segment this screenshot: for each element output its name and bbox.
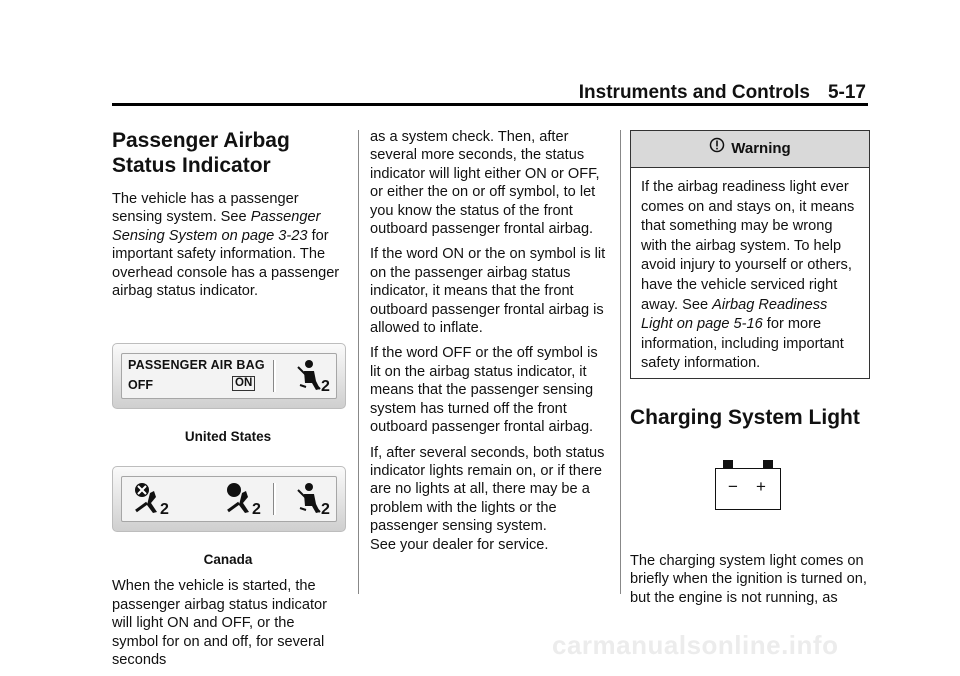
warning-header — [631, 131, 869, 168]
paragraph: as a system check. Then, after several more seconds, the status indicator will light either ON or OFF, or either the on or off symbol, to let you know the status of the front outboard passenger frontal airbag. — [370, 129, 600, 238]
page-number: 5-17 — [827, 82, 866, 103]
cross-reference-link[interactable]: Airbag Readiness Light on page 5-16 — [641, 296, 828, 333]
airbag-on-icon — [222, 481, 256, 515]
text: The vehicle has a passenger sensing system. See — [112, 191, 299, 226]
page-header — [566, 82, 866, 104]
column-1 — [112, 128, 344, 676]
seat-number: 2 — [321, 501, 330, 519]
warning-body — [631, 168, 869, 378]
battery-body — [715, 468, 781, 510]
seat-number: 2 — [160, 501, 169, 519]
paragraph — [641, 178, 859, 374]
seat-number: 2 — [321, 378, 330, 396]
cross-reference-link[interactable]: Passenger Sensing System on page 3-23 — [112, 209, 321, 244]
paragraph: If, after several seconds, both status indicator lights remain on, or if there are no lights at all, there may be a problem with the lights or the passenger sensing system. — [370, 444, 605, 535]
charging-system-figure — [630, 460, 870, 552]
warning-title: Warning — [731, 140, 791, 158]
indicator-label: PASSENGER AIR BAG — [128, 358, 265, 373]
plus-sign: + — [756, 476, 766, 496]
text: for important safety information. The overhead console has a passenger airbag status indicator. — [112, 227, 340, 300]
section-heading: Charging System Light — [630, 405, 860, 429]
section-heading: Passenger Airbag Status Indicator — [112, 129, 290, 177]
airbag-off-icon — [130, 481, 164, 515]
divider-line — [273, 360, 276, 392]
column-3 — [630, 130, 870, 614]
paragraph — [112, 190, 344, 300]
seat-occupant-off-icon — [294, 482, 324, 516]
text: for more information, including important safety information. — [641, 316, 844, 372]
seat-number: 2 — [252, 501, 261, 519]
paragraph: When the vehicle is started, the passenger airbag status indicator will light ON and OFF, or the symbol for on and off, for several seconds — [112, 578, 327, 669]
off-label: OFF — [128, 378, 153, 393]
canada-airbag-indicator-figure — [112, 466, 346, 532]
figure-caption: United States — [184, 429, 272, 445]
warning-icon — [709, 131, 725, 167]
on-label: ON — [232, 376, 255, 391]
paragraph: If the word ON or the on symbol is lit on the passenger airbag status indicator, it means that the front outboard passenger frontal airbag is allowed to inflate. — [370, 246, 606, 337]
battery-icon — [715, 460, 781, 510]
column-divider — [620, 130, 621, 594]
column-divider — [358, 130, 359, 594]
divider-line — [273, 483, 276, 515]
indicator-panel — [121, 353, 337, 399]
paragraph: The charging system light comes on briefly when the ignition is turned on, but the engine is not running, as — [630, 552, 867, 606]
paragraph: If the word OFF or the off symbol is lit on the airbag status indicator, it means that the passenger sensing system has turned off the front outboard passenger frontal airbag. — [370, 345, 598, 436]
seat-occupant-off-icon — [294, 359, 324, 393]
battery-terminal-left — [723, 460, 733, 468]
warning-box — [630, 130, 870, 379]
header-rule — [112, 103, 868, 106]
text: If the airbag readiness light ever comes on and stays on, it means that something may be wrong with the airbag system. To help avoid injury to yourself or others, have the vehicle serviced right away. See — [641, 179, 855, 313]
watermark: carmanualsonline.info — [552, 630, 839, 660]
indicator-panel — [121, 476, 337, 522]
us-airbag-indicator-figure — [112, 343, 346, 409]
minus-sign: − — [728, 476, 738, 496]
battery-terminal-right — [763, 460, 773, 468]
section-title: Instruments and Controls — [578, 82, 810, 103]
paragraph: See your dealer for service. — [370, 536, 549, 553]
column-2 — [370, 128, 608, 561]
figure-caption: Canada — [203, 552, 253, 568]
